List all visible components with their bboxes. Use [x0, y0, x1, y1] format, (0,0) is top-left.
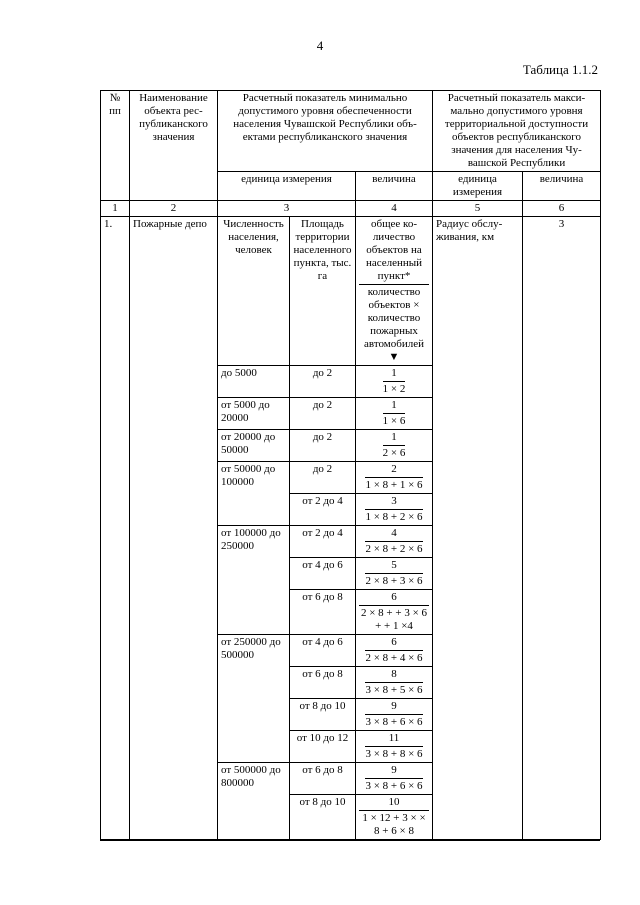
formula-denominator: 2 × 6 — [382, 447, 406, 459]
area-range: от 2 до 4 — [290, 494, 356, 526]
object-name: Пожарные депо — [130, 217, 218, 840]
formula-fraction — [359, 591, 429, 633]
formula-fraction — [365, 732, 422, 761]
formula-denominator: 3 × 8 + 6 × 6 — [365, 780, 423, 792]
formula-cell — [356, 699, 433, 731]
formula-numerator: 1 — [383, 399, 406, 414]
formula-numerator: общее количество объектов на населенный пункт* — [359, 218, 429, 285]
formula-denominator: 3 × 8 + 5 × 6 — [365, 684, 423, 696]
formula-cell — [356, 731, 433, 763]
formula-denominator: 2 × 8 + 3 × 6 — [365, 575, 423, 587]
formula-denominator: 1 × 2 — [382, 383, 406, 395]
formula-fraction — [365, 700, 422, 729]
formula-numerator: 1 — [383, 431, 406, 446]
area-range: от 8 до 10 — [290, 699, 356, 731]
population-range: от 250000 до 500000 — [218, 635, 290, 763]
table-label: Таблица 1.1.2 — [522, 62, 598, 77]
formula-fraction — [365, 668, 422, 697]
area-range: от 6 до 8 — [290, 667, 356, 699]
formula-fraction — [359, 218, 429, 351]
population-range: от 500000 до 800000 — [218, 763, 290, 840]
col-number: 1 — [101, 201, 130, 217]
formula-numerator: 5 — [365, 559, 422, 574]
header-value: величина — [356, 172, 433, 201]
population-range: до 5000 — [218, 366, 290, 398]
population-header: Численность населения, человек — [218, 217, 290, 366]
formula-fraction — [383, 367, 406, 396]
formula-numerator: 8 — [365, 668, 422, 683]
formula-numerator: 4 — [365, 527, 422, 542]
col-number: 4 — [356, 201, 433, 217]
header-no: № пп — [101, 91, 130, 201]
area-range: от 4 до 6 — [290, 635, 356, 667]
formula-fraction — [365, 559, 422, 588]
formula-fraction — [383, 431, 406, 460]
formula-numerator: 11 — [365, 732, 422, 747]
fire-depot-table — [100, 90, 601, 840]
formula-cell — [356, 590, 433, 635]
formula-cell — [356, 366, 433, 398]
row-number: 1. — [101, 217, 130, 840]
population-range: от 50000 до 100000 — [218, 462, 290, 526]
area-range: от 6 до 8 — [290, 590, 356, 635]
formula-cell — [356, 763, 433, 795]
formula-denominator: 1 × 8 + 2 × 6 — [365, 511, 423, 523]
formula-numerator: 9 — [365, 764, 422, 779]
area-range: до 2 — [290, 430, 356, 462]
formula-fraction — [365, 495, 422, 524]
formula-cell — [356, 667, 433, 699]
header-value2: величина — [523, 172, 601, 201]
formula-denominator: 2 × 8 + + 3 × 6 + + 1 ×4 — [360, 607, 428, 632]
formula-fraction — [365, 463, 422, 492]
formula-fraction — [365, 764, 422, 793]
radius-unit: Радиус обслуживания, км — [433, 217, 523, 840]
formula-numerator: 6 — [365, 636, 422, 651]
formula-denominator: 3 × 8 + 8 × 6 — [365, 748, 423, 760]
area-range: до 2 — [290, 398, 356, 430]
formula-cell — [356, 558, 433, 590]
header-unit: единица измерения — [218, 172, 356, 201]
area-range: до 2 — [290, 366, 356, 398]
formula-fraction — [365, 527, 422, 556]
area-range: от 2 до 4 — [290, 526, 356, 558]
formula-denominator: 1 × 8 + 1 × 6 — [365, 479, 423, 491]
header-name: Наименование объекта республиканского значения — [130, 91, 218, 201]
formula-cell — [356, 462, 433, 494]
formula-fraction — [365, 636, 422, 665]
column-numbers-row — [101, 201, 601, 217]
col-number: 6 — [523, 201, 601, 217]
area-range: от 4 до 6 — [290, 558, 356, 590]
formula-cell — [356, 494, 433, 526]
formula-cell — [356, 526, 433, 558]
area-range: до 2 — [290, 462, 356, 494]
formula-denominator: 3 × 8 + 6 × 6 — [365, 716, 423, 728]
formula-fraction — [359, 796, 429, 838]
page-number: 4 — [316, 38, 324, 53]
header-min-indicator: Расчетный показатель минимально допустимого уровня обеспеченности населения Чувашской Республики объектами республиканского значения — [218, 91, 433, 172]
formula-cell — [356, 430, 433, 462]
formula-fraction — [383, 399, 406, 428]
radius-value: 3 — [523, 217, 601, 840]
col-number: 5 — [433, 201, 523, 217]
header-row — [101, 91, 601, 172]
formula-numerator: 1 — [383, 367, 406, 382]
header-max-indicator: Расчетный показатель максимально допустимого уровня территориальной доступности объектов республиканского значения для населения Чувашской Республики — [433, 91, 601, 172]
table-bottom-rule — [100, 840, 600, 841]
formula-cell — [356, 635, 433, 667]
formula-numerator: 6 — [359, 591, 429, 606]
header-unit2: единица измерения — [433, 172, 523, 201]
population-range: от 20000 до 50000 — [218, 430, 290, 462]
area-range: от 10 до 12 — [290, 731, 356, 763]
area-range: от 8 до 10 — [290, 795, 356, 840]
col-number: 2 — [130, 201, 218, 217]
formula-cell — [356, 398, 433, 430]
table-row — [101, 217, 601, 366]
area-header: Площадь территории населенного пункта, тыс. га — [290, 217, 356, 366]
population-range: от 5000 до 20000 — [218, 398, 290, 430]
formula-numerator: 3 — [365, 495, 422, 510]
formula-cell — [356, 795, 433, 840]
formula-denominator: количество объектов × количество пожарных автомобилей — [364, 286, 424, 350]
formula-denominator: 1 × 12 + 3 × × 8 + 6 × 8 — [362, 812, 426, 837]
formula-numerator: 9 — [365, 700, 422, 715]
formula-denominator: 2 × 8 + 4 × 6 — [365, 652, 423, 664]
formula-denominator: 2 × 8 + 2 × 6 — [365, 543, 423, 555]
down-arrow-icon: ▼ — [388, 351, 400, 363]
col-number: 3 — [218, 201, 356, 217]
formula-numerator: 2 — [365, 463, 422, 478]
population-range: от 100000 до 250000 — [218, 526, 290, 635]
formula-numerator: 10 — [359, 796, 429, 811]
formula-cell — [356, 217, 433, 366]
area-range: от 6 до 8 — [290, 763, 356, 795]
formula-denominator: 1 × 6 — [382, 415, 406, 427]
